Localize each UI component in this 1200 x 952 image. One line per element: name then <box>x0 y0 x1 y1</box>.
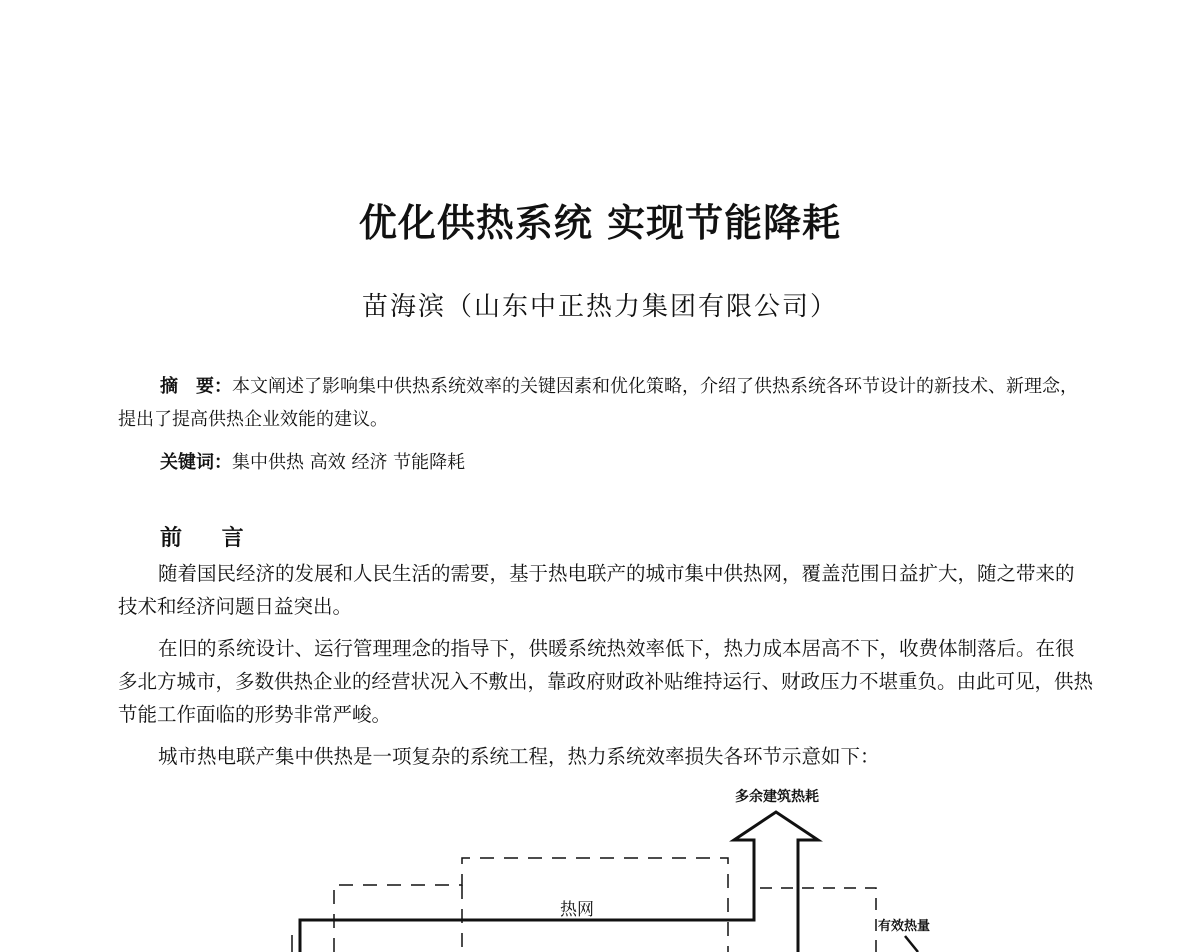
keywords-text: 集中供热 高效 经济 节能降耗 <box>232 452 466 473</box>
paragraph: 城市热电联产集中供热是一项复杂的系统工程，热力系统效率损失各环节示意如下： <box>158 745 880 768</box>
paper-title: 优化供热系统 实现节能降耗 <box>358 200 842 245</box>
keywords-label: 关键词： <box>160 452 232 473</box>
heat-flow-line <box>300 812 818 952</box>
dashed-right-outline <box>760 888 876 952</box>
paragraph: 在旧的系统设计、运行管理理念的指导下，供暖系统热效率低下，热力成本居高不下，收费体制落后。在很多北方城市，多数供热企业的经营状况入不敷出，靠政府财政补贴维持运行、财政压力不堪重负。由此可见，供热节能工作面临的形势非常严峻。 <box>118 637 1094 726</box>
dashed-step-outline <box>334 858 728 952</box>
label-excess-loss: 多余建筑热耗 <box>735 789 819 805</box>
section-title: 前 言 <box>160 526 260 551</box>
label-effective-heat: 有效热量 <box>878 919 931 934</box>
effective-heat-arrow <box>905 936 918 952</box>
paragraph: 随着国民经济的发展和人民生活的需要，基于热电联产的城市集中供热网，覆盖范围日益扩大，随之带来的技术和经济问题日益突出。 <box>118 562 1075 618</box>
author-line: 苗海滨（山东中正热力集团有限公司） <box>361 292 838 322</box>
label-heat-network: 热网 <box>560 900 594 920</box>
abstract-label: 摘 要： <box>160 376 232 397</box>
abstract-text: 本文阐述了影响集中供热系统效率的关键因素和优化策略，介绍了供热系统各环节设计的新技术、新理念，提出了提高供热企业效能的建议。 <box>118 376 1078 430</box>
